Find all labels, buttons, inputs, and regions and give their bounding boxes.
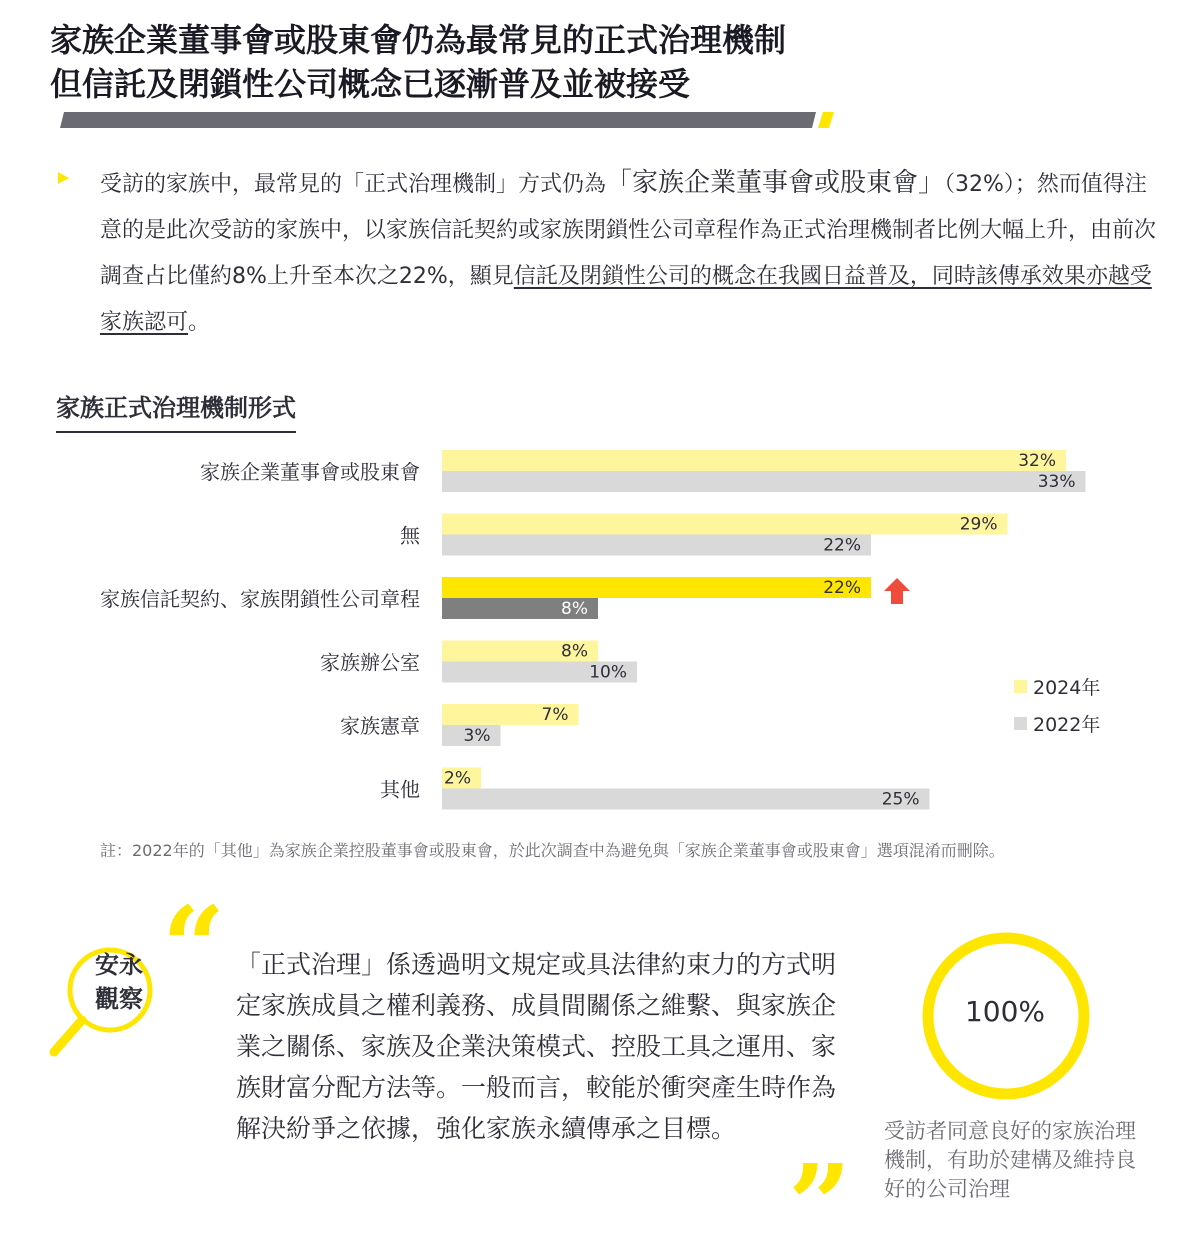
stat-caption: 受訪者同意良好的家族治理機制，有助於建構及維持良好的公司治理 [884, 1119, 1136, 1201]
value-label-2022: 33% [1037, 472, 1076, 492]
title-accent-bar [818, 112, 834, 128]
value-label-2024: 32% [1018, 451, 1056, 471]
intro-paragraph [100, 160, 1160, 346]
bar-2024 [442, 450, 1066, 471]
value-label-2024: 7% [541, 705, 569, 725]
value-label-2024: 22% [823, 578, 861, 598]
chart-footnote: 註：2022年的「其他」為家族企業控股董事會或股東會，於此次調查中為避免與「家族企業董事會或股東會」選項混淆而刪除。 [100, 841, 1005, 860]
chart-legend [1014, 668, 1100, 742]
intro-highlight: 「家族企業董事會或股東會」 [606, 168, 945, 198]
observation-text: 「正式治理」係透過明文規定或具法律約束力的方式明定家族成員之權利義務、成員間關係之維繫、與家族企業之關係、家族及企業決策模式、控股工具之運用、家族財富分配方法等。一般而言，較能於衝突產生時作為解決紛爭之依據，強化家族永續傳承之目標。 [236, 950, 837, 1143]
bar-2022 [442, 789, 930, 810]
increase-arrow-icon [884, 578, 910, 604]
legend-label-2024: 2024年 [1033, 677, 1101, 699]
page-title [50, 18, 786, 106]
value-label-2024: 29% [959, 514, 998, 535]
chart-title: 家族正式治理機制形式 [56, 388, 296, 433]
intro-text-end: 。 [188, 310, 211, 335]
bar-2024 [442, 577, 871, 598]
intro-text-2: （32%）；然而值得注意的是此次受訪的家族中，以家族信託契約或家族閉鎖性公司章程作為正式治理機制者比例大幅上升，由前次調查占比僅約8%上升至本次之22%，顯見 [100, 172, 1157, 289]
title-underline-bar [60, 112, 816, 128]
category-label: 家族企業董事會或股東會 [200, 460, 420, 484]
bar-2024 [442, 514, 1008, 535]
bullet-arrow-icon [58, 172, 69, 184]
value-label-2022: 10% [589, 662, 627, 683]
governance-bar-chart [0, 440, 1200, 820]
close-quote-icon: ” [788, 1140, 852, 1253]
category-label: 無 [400, 523, 420, 548]
legend-label-2022: 2022年 [1033, 714, 1101, 736]
value-label-2024: 8% [561, 641, 588, 662]
observation-label [84, 948, 154, 1016]
value-label-2022: 3% [463, 726, 491, 746]
legend-swatch-2022 [1014, 717, 1027, 730]
value-label-2022: 8% [561, 599, 588, 619]
observation-label-line2: 觀察 [95, 985, 143, 1013]
bar-2022 [442, 535, 871, 556]
open-quote-icon: “ [162, 882, 226, 1011]
stat-value: 100% [964, 995, 1046, 1028]
legend-item-2022 [1014, 705, 1100, 742]
page-title-line1: 家族企業董事會或股東會仍為最常見的正式治理機制 [50, 21, 787, 59]
intro-text-1: 受訪的家族中，最常見的「正式治理機制」方式仍為 [100, 172, 607, 197]
value-label-2024: 2% [444, 768, 471, 789]
value-label-2022: 22% [823, 535, 861, 556]
category-label: 家族憲章 [340, 714, 420, 738]
category-label: 其他 [380, 777, 420, 802]
category-label: 家族辦公室 [320, 650, 420, 675]
observation-label-line1: 安永 [95, 951, 143, 979]
value-label-2022: 25% [881, 789, 920, 810]
intro-emphasis: 信託及閉鎖性公司的概念在我國日益普及，同時該傳承效果亦越受家族認可 [100, 264, 1152, 335]
page-title-line2: 但信託及閉鎖性公司概念已逐漸普及並被接受 [50, 65, 691, 103]
category-label: 家族信託契約、家族閉鎖性公司章程 [100, 587, 420, 611]
bar-2022 [442, 471, 1086, 492]
legend-item-2024 [1014, 668, 1100, 705]
legend-swatch-2024 [1014, 680, 1027, 693]
